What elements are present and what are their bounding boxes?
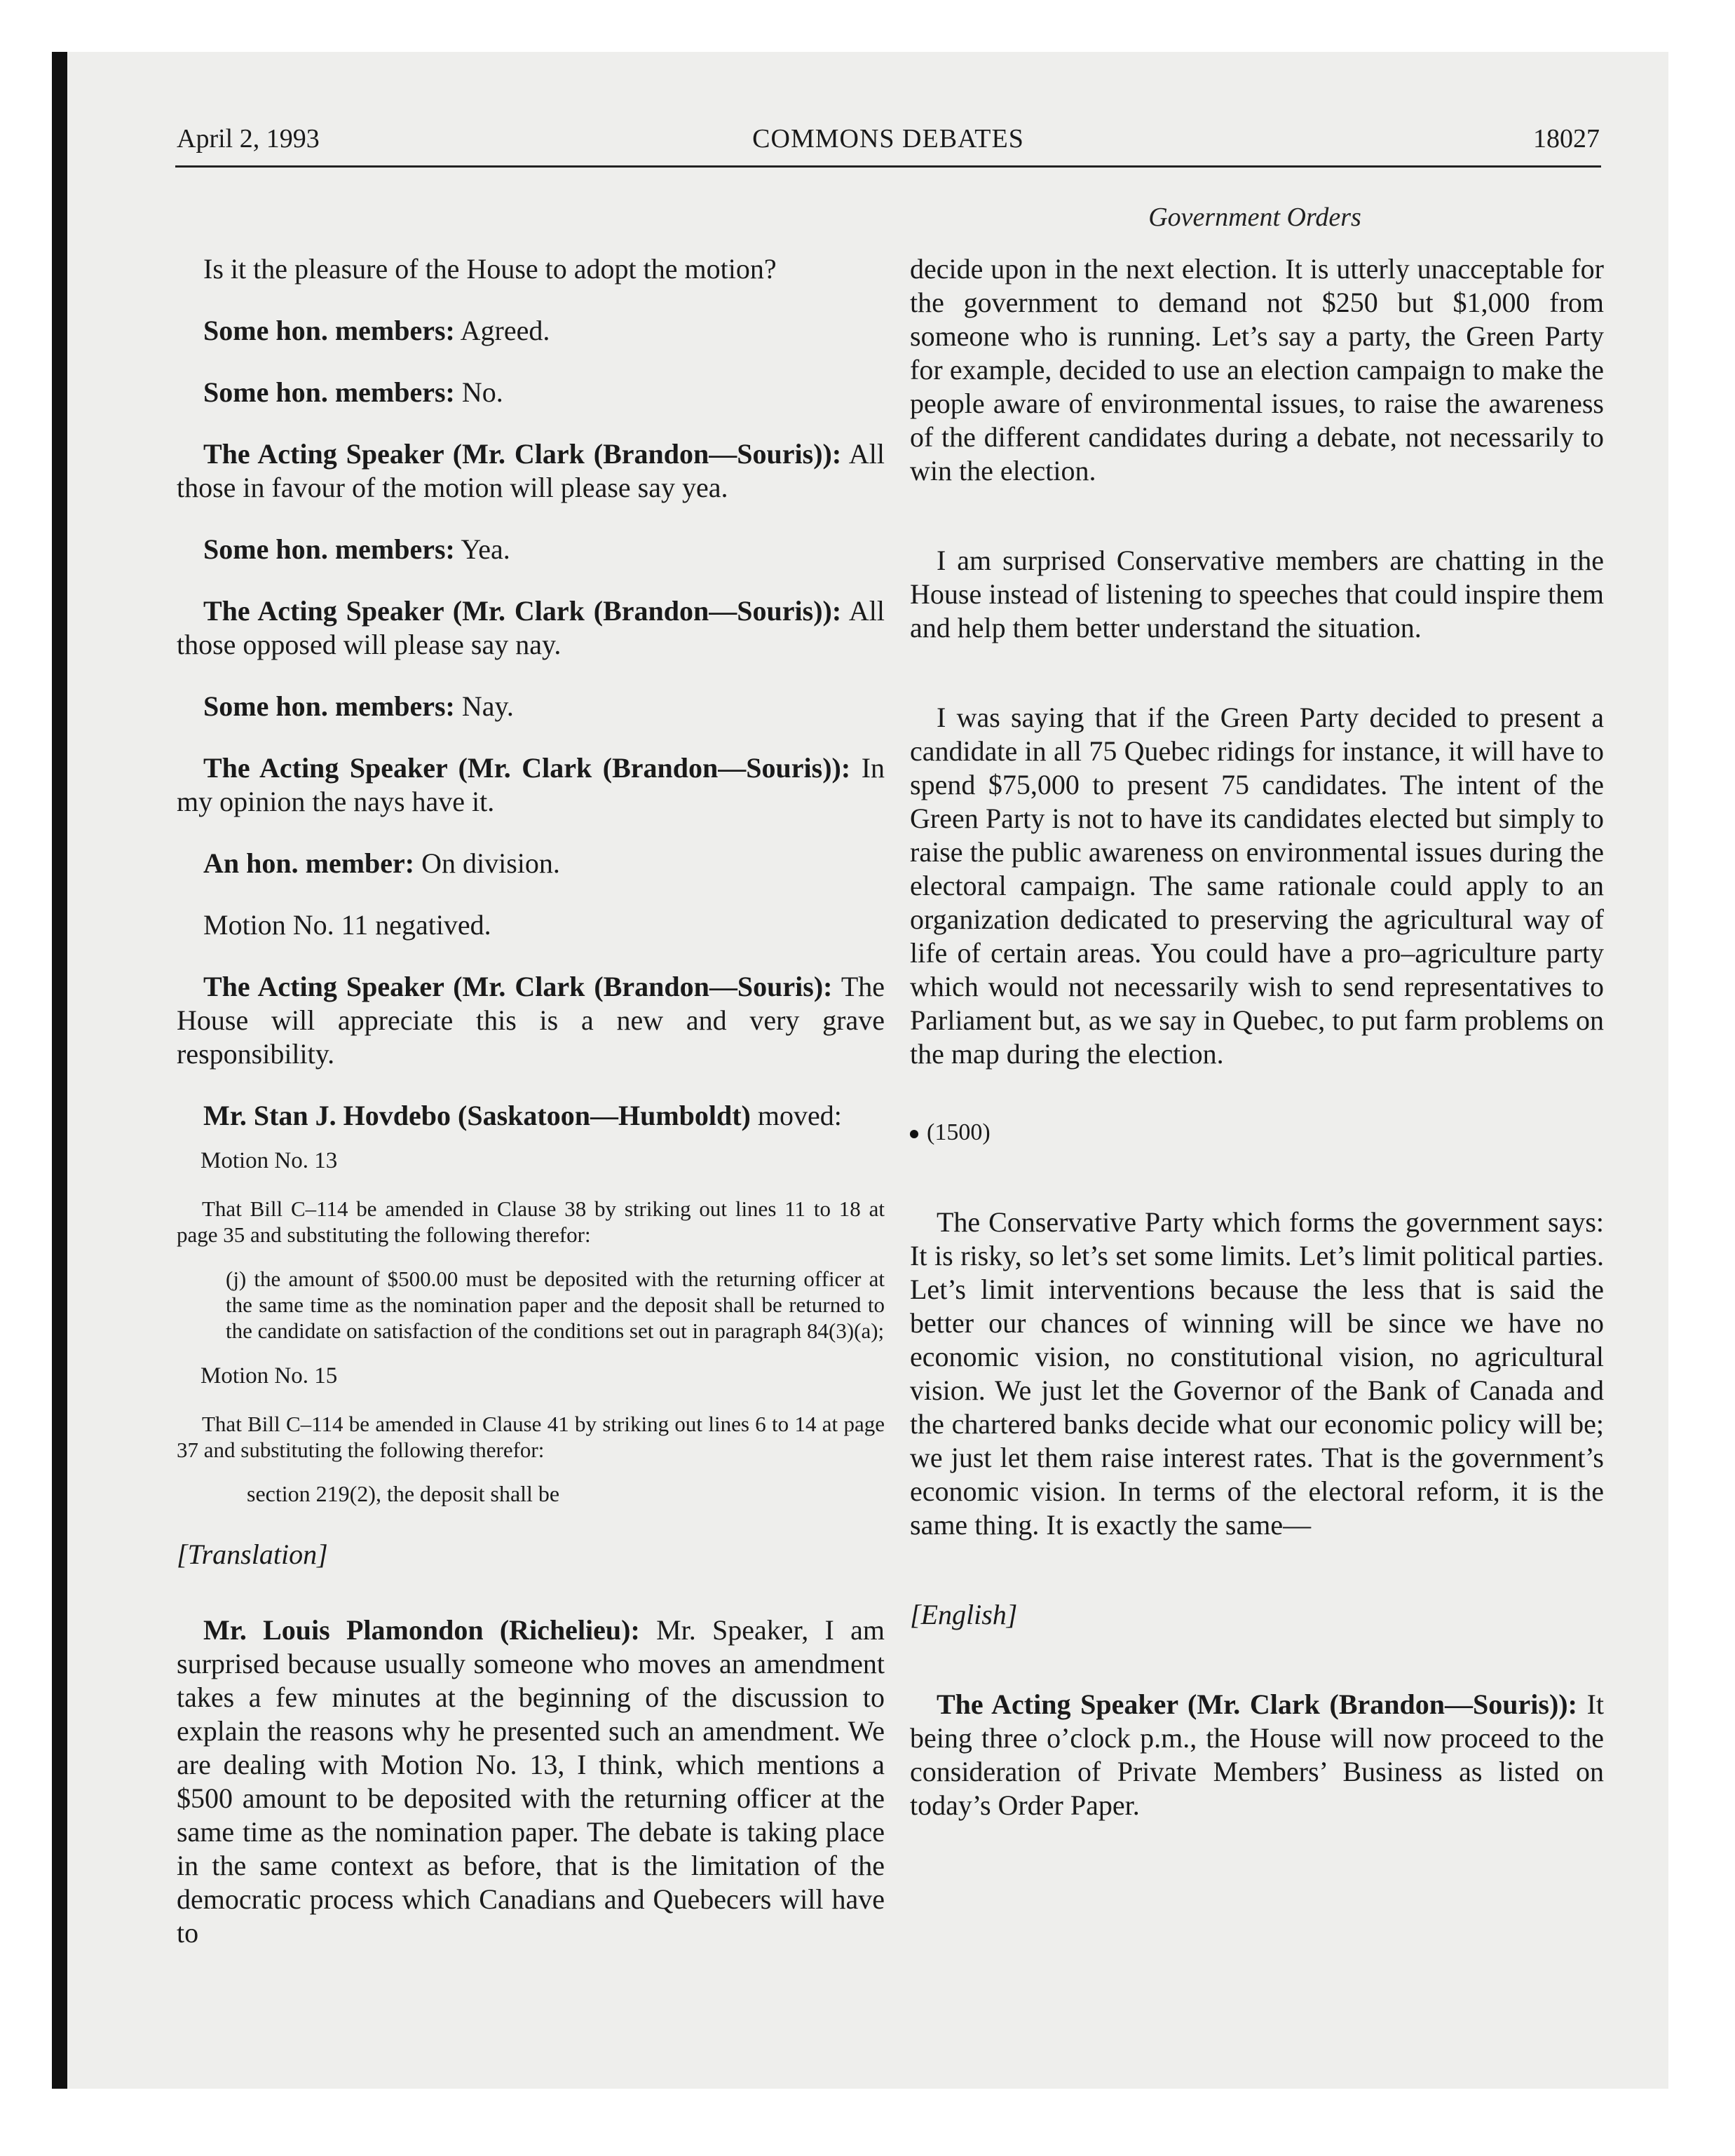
bullet-icon (910, 1130, 918, 1138)
speaker-name: The Acting Speaker (Mr. Clark (Brandon—Souris)): (203, 595, 842, 627)
speaker-name: An hon. member: (203, 847, 415, 879)
speaker-name: The Acting Speaker (Mr. Clark (Brandon—Souris): (203, 971, 833, 1002)
paragraph (177, 847, 885, 880)
paragraph (177, 1613, 885, 1950)
time-marker (910, 1116, 1604, 1149)
paragraph (177, 1099, 885, 1133)
page-number: 18027 (1533, 124, 1600, 153)
speech-text: Mr. Speaker, I am surprised because usually someone who moves an amendment takes a few minutes at the beginning of the discussion to explain the reasons why he presented such an amendment. We are dealing with Motion No. 13, I think, which mentions a $500 amount to be deposited with the returning officer at the same time as the nomination paper. The debate is taking place in the same context as before, that is the limitation of the democratic process which Canadians and Quebecers will have to (177, 1614, 885, 1949)
motion-subtext: (j) the amount of $500.00 must be deposited with the returning officer at the same time as the nomination paper and the deposit shall be returned to the candidate on satisfaction of the conditions set out in paragraph 84(3)(a); (226, 1267, 885, 1343)
paragraph (177, 594, 885, 662)
header-date: April 2, 1993 (177, 124, 320, 153)
paragraph: Is it the pleasure of the House to adopt the motion? (203, 253, 777, 285)
paragraph (177, 314, 885, 348)
section-heading: Government Orders (1148, 203, 1361, 232)
speech-text: All those in favour of the motion will please say yea. (177, 438, 885, 503)
time-marker-text: (1500) (927, 1119, 991, 1145)
speaker-name: Some hon. members: (203, 315, 455, 346)
speaker-name: Mr. Louis Plamondon (Richelieu): (203, 1614, 640, 1646)
paragraph (177, 690, 885, 723)
paragraph: Motion No. 11 negatived. (203, 909, 491, 941)
paragraph (177, 437, 885, 505)
binding-edge (52, 52, 67, 2089)
speaker-name: The Acting Speaker (Mr. Clark (Brandon—Souris)): (203, 438, 842, 470)
header-rule (175, 165, 1601, 168)
motion-text: That Bill C–114 be amended in Clause 41 by striking out lines 6 to 14 at page 37 and substituting the following therefor: (177, 1412, 885, 1462)
speech-text: On division. (421, 847, 560, 879)
english-tag: [English] (910, 1599, 1018, 1630)
paragraph (177, 751, 885, 819)
speaker-name: Some hon. members: (203, 376, 455, 408)
paragraph (177, 970, 885, 1071)
translation-tag: [Translation] (177, 1538, 328, 1570)
right-column (910, 252, 1604, 1850)
speech-text: It being three o’clock p.m., the House will now proceed to the consideration of Private Members’ Business as listed on today’s Order Paper. (910, 1688, 1605, 1821)
speech-text: Nay. (461, 690, 514, 722)
speaker-name: The Acting Speaker (Mr. Clark (Brandon—Souris)): (937, 1688, 1577, 1720)
paragraph (177, 376, 885, 409)
paragraph: I am surprised Conservative members are chatting in the House instead of listening to speeches that could inspire them and help them better understand the situation. (910, 545, 1604, 643)
speech-text: No. (461, 376, 503, 408)
running-header (177, 123, 1600, 165)
speaker-name: Some hon. members: (203, 533, 455, 565)
motion-subtext: section 219(2), the deposit shall be (247, 1481, 560, 1506)
paragraph: decide upon in the next election. It is utterly unacceptable for the government to demand not $250 but $1,000 from someone who is running. Let’s say a party, the Green Party for example, decided to use an election campaign to make the people aware of environmental issues, to raise the awareness of the different candidates during a debate, not necessarily to win the election. (910, 253, 1604, 486)
header-title: COMMONS DEBATES (752, 124, 1024, 153)
speaker-name: The Acting Speaker (Mr. Clark (Brandon—Souris)): (203, 752, 851, 784)
motion-text: That Bill C–114 be amended in Clause 38 by striking out lines 11 to 18 at page 35 and substituting the following therefor: (177, 1196, 885, 1247)
paragraph: I was saying that if the Green Party decided to present a candidate in all 75 Quebec ridings for instance, it will have to spend $75,000 to present 75 candidates. The intent of the Green Party is not to have its candidates elected but simply to raise the public awareness on environmental issues during the electoral campaign. The same rationale could apply to an organization dedicated to preserving the agricultural way of life of certain areas. You could have a pro–agriculture party which would not necessarily wish to send representatives to Parliament but, as we say in Quebec, to put farm problems on the map during the election. (910, 702, 1604, 1070)
paragraph: The Conservative Party which forms the government says: It is risky, so let’s set some limits. Let’s limit political parties. Let’s limit interventions because the less that is said the better our chances of winning will be since we have no economic vision, no constitutional vision, no agricultural vision. We just let the Governor of the Bank of Canada and the chartered banks decide what our economic policy will be; we just let them raise interest rates. That is the government’s economic vision. In terms of the electoral reform, it is the same thing. It is exactly the same— (910, 1206, 1604, 1541)
paragraph (910, 1688, 1604, 1822)
speech-text: Yea. (461, 533, 510, 565)
motion-label: Motion No. 15 (200, 1363, 338, 1389)
speech-text: Agreed. (460, 315, 550, 346)
paragraph (177, 533, 885, 566)
speaker-name: Mr. Stan J. Hovdebo (Saskatoon—Humboldt) (203, 1100, 751, 1131)
motion-label: Motion No. 13 (200, 1148, 338, 1173)
speech-text: All those opposed will please say nay. (177, 595, 885, 660)
speaker-name: Some hon. members: (203, 690, 455, 722)
speech-text: moved: (757, 1100, 842, 1131)
left-column (177, 252, 885, 1978)
speech-text: In my opinion the nays have it. (177, 752, 885, 817)
speech-text: The House will appreciate this is a new and very grave responsibility. (177, 971, 885, 1070)
